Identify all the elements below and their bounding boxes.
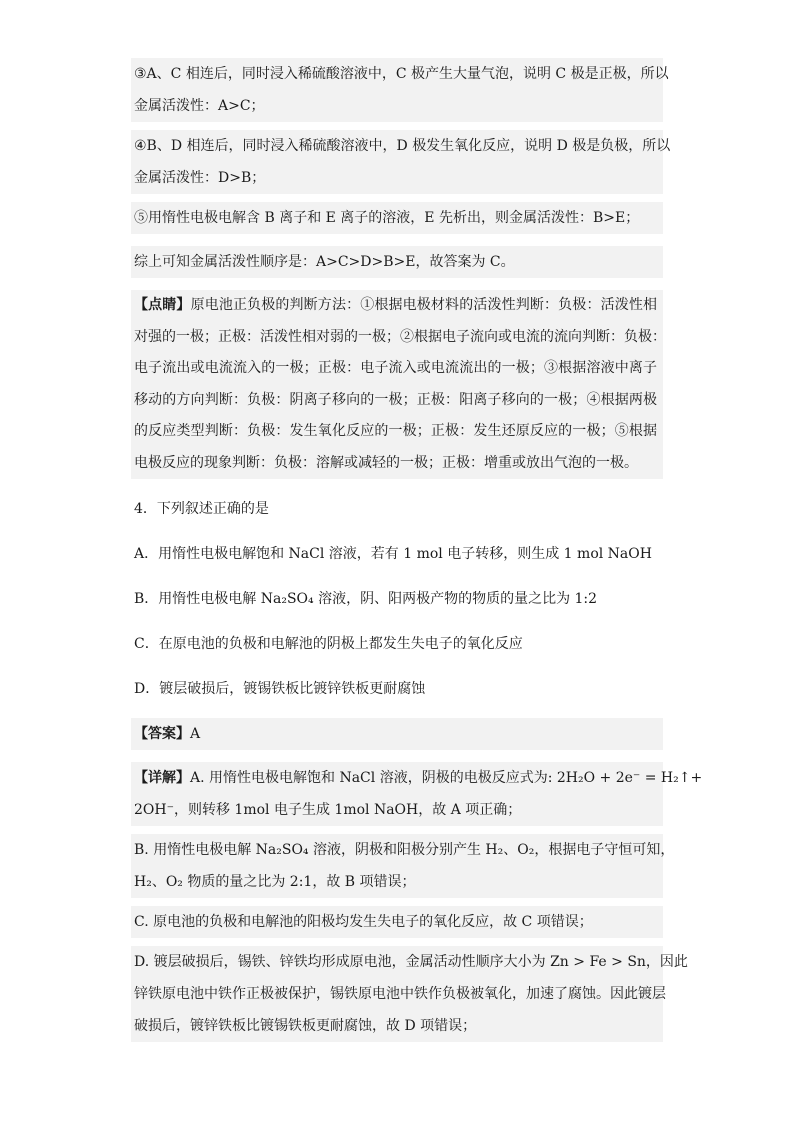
detail-a-line-1 bbox=[134, 762, 703, 794]
detail-b-line-1: B. 用惰性电极电解 Na₂SO₄ 溶液，阴极和阳极分别产生 H₂、O₂，根据电子守恒可知， bbox=[134, 842, 675, 858]
answer-label: 【答案】 bbox=[134, 726, 190, 742]
tip-line-1-text: 原电池正负极的判断方法：①根据电极材料的活泼性判断：负极：活泼性相 bbox=[190, 297, 658, 313]
question-option-c: C．在原电池的负极和电解池的阴极上都发生失电子的氧化反应 bbox=[134, 636, 523, 652]
tip-line-1 bbox=[134, 290, 657, 322]
tip-label: 【点睛】 bbox=[134, 297, 191, 313]
detail-a-line-1-text: A. 用惰性电极电解饱和 NaCl 溶液，阴极的电极反应式为: 2H₂O + 2e⁻ = H₂↑+ bbox=[190, 770, 703, 786]
tip-section bbox=[131, 290, 666, 479]
answer-value: A bbox=[190, 726, 201, 742]
tip-line-5: 的反应类型判断：负极：发生氧化反应的一极；正极：发生还原反应的一极；⑤根据 bbox=[134, 423, 657, 439]
explanation-summary-line: 综上可知金属活泼性顺序是：A>C>D>B>E，故答案为 C。 bbox=[134, 254, 515, 270]
detail-c-line: C. 原电池的负极和电解池的阳极均发生失电子的氧化反应，故 C 项错误； bbox=[134, 914, 593, 930]
detail-section-d bbox=[131, 946, 688, 1042]
detail-a-line-2: 2OH⁻，则转移 1mol 电子生成 1mol NaOH，故 A 项正确； bbox=[134, 802, 522, 818]
detail-d-line-1: D. 镀层破损后，锡铁、锌铁均形成原电池，金属活动性顺序大小为 Zn > Fe > Sn，因此 bbox=[134, 954, 688, 970]
explanation-item-5-line: ⑤用惰性电极电解含 B 离子和 E 离子的溶液，E 先析出，则金属活泼性：B>E； bbox=[134, 210, 640, 226]
explanation-item-3 bbox=[131, 58, 669, 122]
tip-line-6: 电极反应的现象判断：负极：溶解或减轻的一极；正极：增重或放出气泡的一极。 bbox=[134, 454, 638, 471]
explanation-item-4-line-1: ④B、D 相连后，同时浸入稀硫酸溶液中，D 极发生氧化反应，说明 D 极是负极，所以 bbox=[134, 138, 671, 154]
explanation-item-4 bbox=[131, 130, 671, 194]
detail-d-line-3: 破损后，镀锌铁板比镀锡铁板更耐腐蚀，故 D 项错误； bbox=[134, 1018, 477, 1034]
detail-b-line-2: H₂、O₂ 物质的量之比为 2:1，故 B 项错误； bbox=[134, 874, 416, 890]
explanation-item-5 bbox=[131, 202, 663, 234]
explanation-summary bbox=[131, 246, 663, 278]
tip-line-2: 对强的一极；正极：活泼性相对弱的一极；②根据电子流向或电流的流向判断：负极： bbox=[134, 328, 666, 345]
detail-label: 【详解】 bbox=[134, 770, 190, 786]
detail-section-b bbox=[131, 834, 675, 898]
explanation-item-3-line-1: ③A、C 相连后，同时浸入稀硫酸溶液中，C 极产生大量气泡，说明 C 极是正极，所以 bbox=[134, 66, 669, 82]
detail-section-c bbox=[131, 906, 663, 938]
explanation-item-4-line-2: 金属活泼性：D>B； bbox=[134, 170, 266, 186]
answer-line bbox=[134, 718, 657, 750]
explanation-item-3-line-2: 金属活泼性：A>C； bbox=[134, 98, 265, 114]
tip-line-3: 电子流出或电流流入的一极；正极：电子流入或电流流出的一极；③根据溶液中离子 bbox=[134, 360, 657, 376]
document-page bbox=[131, 58, 703, 1046]
question-option-a: A．用惰性电极电解饱和 NaCl 溶液，若有 1 mol 电子转移，则生成 1 mol NaOH bbox=[134, 546, 652, 562]
tip-line-4: 移动的方向判断：负极：阴离子移向的一极；正极：阳离子移向的一极；④根据两极 bbox=[134, 391, 657, 408]
question-stem: 4．下列叙述正确的是 bbox=[134, 501, 269, 517]
question-option-d: D．镀层破损后，镀锡铁板比镀锌铁板更耐腐蚀 bbox=[134, 681, 426, 697]
detail-section-a bbox=[131, 762, 703, 826]
question-option-b: B．用惰性电极电解 Na₂SO₄ 溶液，阴、阳两极产物的物质的量之比为 1:2 bbox=[134, 591, 598, 607]
answer-section bbox=[131, 718, 663, 750]
detail-d-line-2: 锌铁原电池中铁作正极被保护，锡铁原电池中铁作负极被氧化，加速了腐蚀。因此镀层 bbox=[134, 986, 666, 1002]
